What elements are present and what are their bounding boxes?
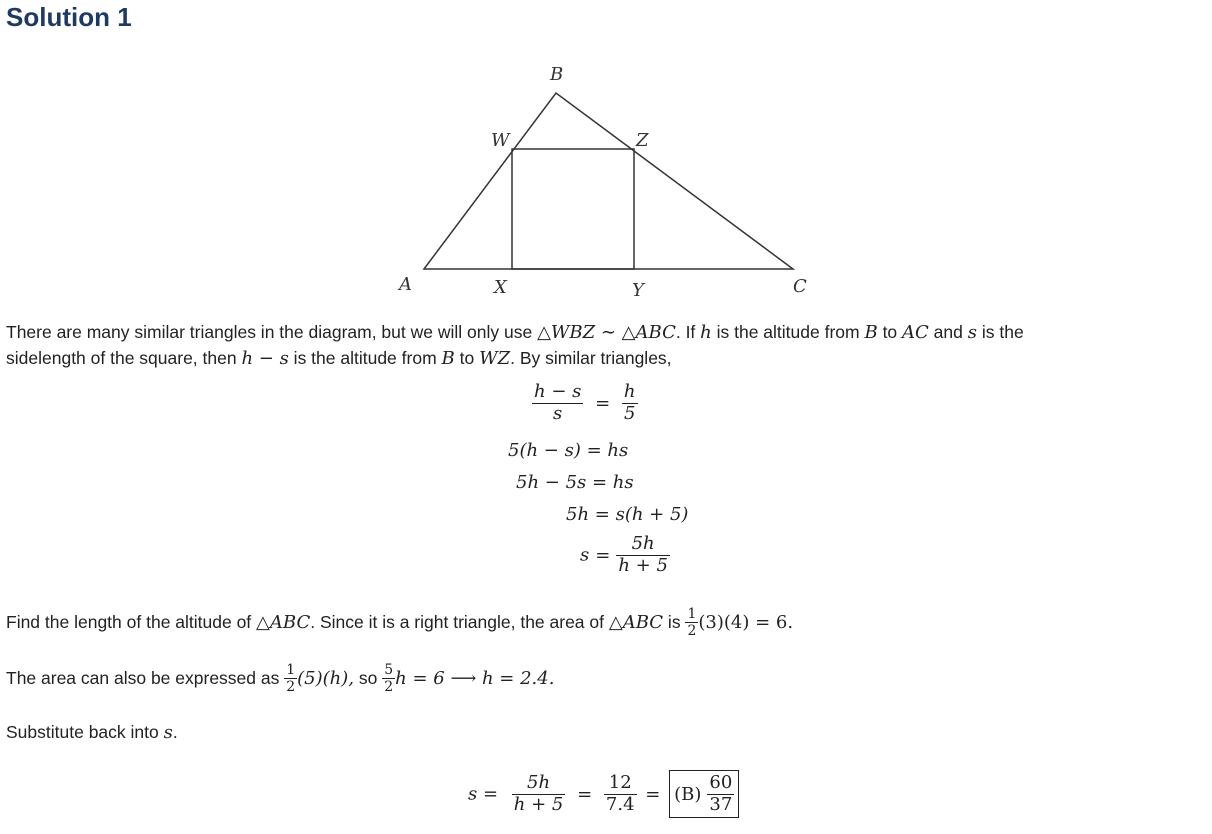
- math-s: s: [967, 322, 977, 343]
- inscribed-square: [512, 149, 634, 269]
- triangle-abc: [424, 93, 793, 269]
- text: is the altitude from: [711, 322, 865, 342]
- fraction: $\frac{h - s}{s}$: [534, 381, 582, 424]
- paragraph-4: Substitute back into s.: [6, 722, 178, 743]
- paragraph-1-line-1: [6, 322, 1024, 343]
- label-x: X: [494, 277, 507, 298]
- text: sidelength of the square, then: [6, 348, 242, 368]
- equation-2: 5(h − s) = hs: [508, 440, 629, 461]
- text: to: [454, 348, 480, 368]
- equation-1: $\frac{h - s}{s}$ = $\frac{h}{5}$: [534, 381, 636, 424]
- text: is the: [977, 322, 1024, 342]
- math-wz: WZ: [479, 348, 511, 369]
- text: . If: [675, 322, 701, 342]
- fraction: $\frac{5h}{h + 5}$: [618, 533, 668, 576]
- boxed-answer: (B) $\frac{60}{37}$: [669, 770, 739, 818]
- label-c: C: [793, 276, 807, 297]
- math-similarity: △WBZ ∼ △ABC: [537, 322, 676, 343]
- math-b: B: [441, 348, 455, 369]
- text: . By similar triangles,: [510, 348, 672, 368]
- paragraph-3: The area can also be expressed as $\frac{1}{2}$ (5)(h), so $\frac{5}{2}$ h = 6 ⟶ h = 2.4.: [6, 662, 555, 696]
- fraction-half: $\frac{1}{2}$: [687, 606, 697, 640]
- math-h: h: [700, 322, 712, 343]
- fraction: $\frac{12}{7.4}$: [605, 772, 635, 815]
- math-ac: AC: [902, 322, 929, 343]
- text: There are many similar triangles in the diagram, but we will only use: [6, 322, 538, 342]
- equation-4: 5h = s(h + 5): [566, 504, 689, 525]
- answer-fraction: $\frac{60}{37}$: [709, 772, 733, 815]
- text: is the altitude from: [288, 348, 442, 368]
- fraction: $\frac{5h}{h + 5}$: [513, 772, 564, 815]
- paragraph-2: Find the length of the altitude of △ABC. Since it is a right triangle, the area of △ABC is $\frac{1}{2}$ (3)(4) = 6.: [6, 606, 794, 640]
- equation-3: 5h − 5s = hs: [516, 472, 634, 493]
- label-y: Y: [632, 280, 644, 301]
- fraction-half: $\frac{1}{2}$: [286, 662, 296, 696]
- label-w: W: [491, 130, 510, 151]
- text: to: [877, 322, 903, 342]
- paragraph-1-line-2: [6, 348, 672, 369]
- label-z: Z: [636, 130, 649, 151]
- geometry-diagram: [0, 0, 1212, 310]
- fraction-five-halves: $\frac{5}{2}$: [384, 662, 394, 696]
- label-a: A: [399, 274, 412, 295]
- equation-5: s = $\frac{5h}{h + 5}$: [580, 533, 668, 576]
- math-b: B: [864, 322, 878, 343]
- math-h-minus-s: h − s: [241, 348, 289, 369]
- final-equation: s = $\frac{5h}{h + 5}$ = $\frac{12}{7.4}$ = (B) $\frac{60}{37}$: [468, 770, 739, 818]
- text: and: [928, 322, 968, 342]
- label-b: B: [550, 64, 564, 85]
- fraction: $\frac{h}{5}$: [623, 381, 636, 424]
- solution-heading: Solution 1: [6, 2, 132, 32]
